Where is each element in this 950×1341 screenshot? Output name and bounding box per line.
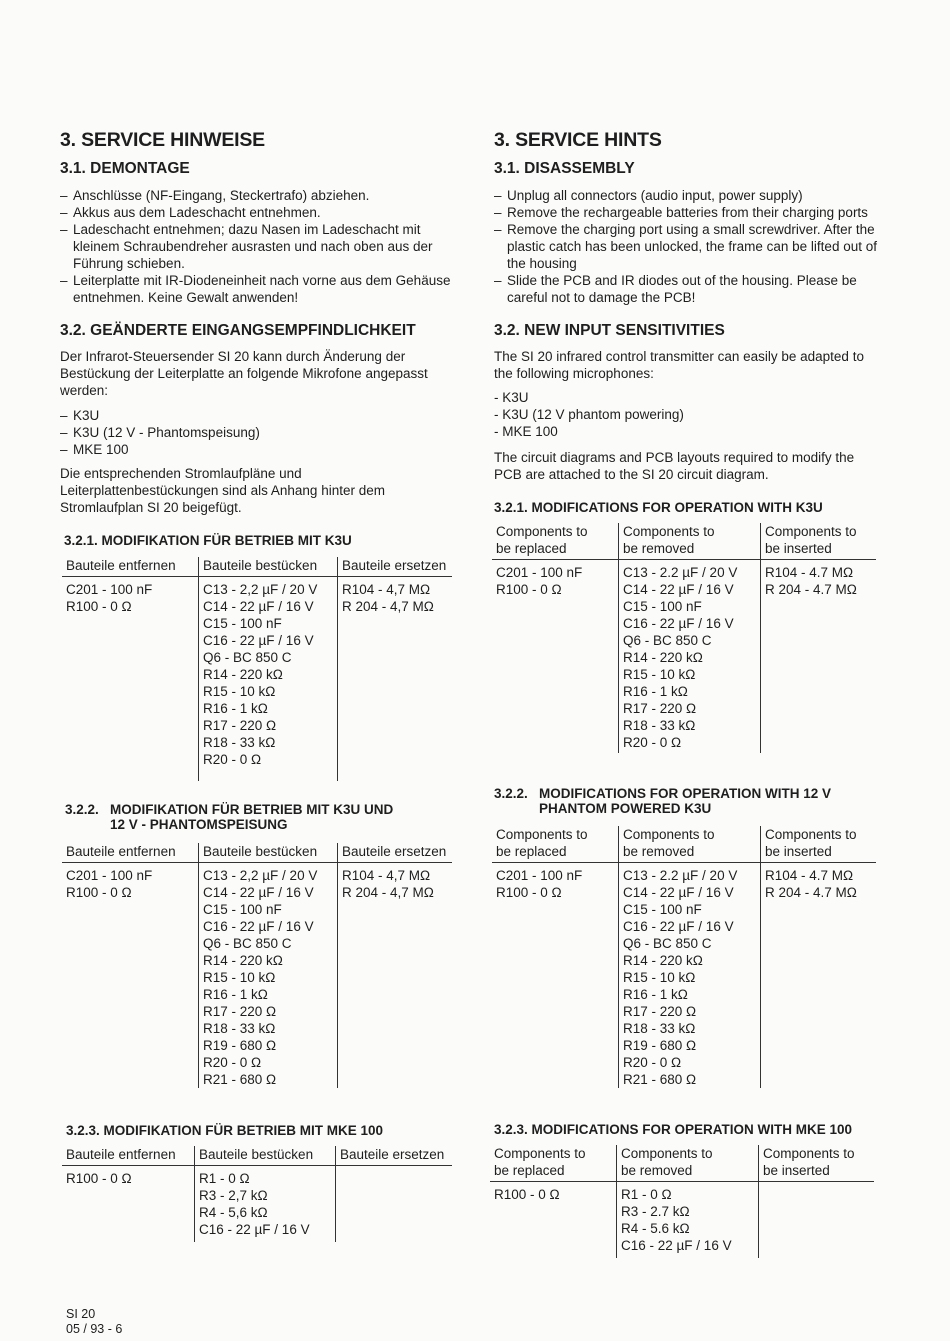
column-header — [761, 523, 877, 560]
column-header-text: Components to be inserted — [765, 827, 857, 859]
list-item: – Anschlüsse (NF-Eingang, Steckertrafo) abziehen. — [60, 187, 460, 204]
table-cell: R15 - 10 kΩ — [203, 970, 276, 985]
table-cell: C16 - 22 µF / 16 V — [623, 616, 734, 631]
table-cell: R21 - 680 Ω — [623, 1072, 697, 1087]
table-cell: C16 - 22 µF / 16 V — [203, 919, 314, 934]
empty-cell — [759, 1182, 875, 1259]
table-cell: R16 - 1 kΩ — [203, 701, 268, 716]
column-header-text: Components to be replaced — [496, 524, 588, 556]
table-cell: C15 - 100 nF — [623, 599, 702, 614]
table-cell: R18 - 33 kΩ — [623, 718, 696, 733]
list-item: - MKE 100 — [494, 424, 558, 439]
table-cell: C13 - 2,2 µF / 20 V — [203, 582, 318, 597]
table-cell: R100 - 0 Ω — [66, 599, 132, 614]
list-item: – Unplug all connectors (audio input, power supply) — [494, 187, 882, 204]
column-header: Bauteile entfernen — [62, 1146, 195, 1166]
table-cell: R18 - 33 kΩ — [203, 1021, 276, 1036]
column-header — [490, 1145, 617, 1182]
empty-cell — [336, 1166, 453, 1243]
section-title: 3. SERVICE HINWEISE — [60, 129, 265, 151]
column-header-text: Components to be replaced — [496, 827, 588, 859]
subsection-heading: 3.1. DISASSEMBLY — [494, 160, 635, 177]
column-header — [619, 523, 761, 560]
table-cell: C15 - 100 nF — [623, 902, 702, 917]
table-cell: R 204 - 4,7 MΩ — [342, 599, 434, 614]
table-cell: R1 - 0 Ω — [621, 1187, 672, 1202]
table-cell: R100 - 0 Ω — [66, 885, 132, 900]
subsection-heading: 3.2. NEW INPUT SENSITIVITIES — [494, 322, 725, 339]
table-cell: R104 - 4,7 MΩ — [342, 582, 431, 597]
paragraph: The circuit diagrams and PCB layouts required to modify the PCB are attached to the SI 20 circuit diagram. — [494, 450, 855, 482]
table-cell: R17 - 220 Ω — [203, 718, 277, 733]
table-row — [62, 577, 452, 782]
column-header: Bauteile bestücken — [199, 843, 338, 863]
table-cell: R1 - 0 Ω — [199, 1171, 250, 1186]
column-header: Bauteile bestücken — [195, 1146, 336, 1166]
subsection-heading: 3.2. GEÄNDERTE EINGANGSEMPFINDLICHKEIT — [60, 322, 416, 339]
table-cell: R20 - 0 Ω — [623, 1055, 682, 1070]
disassembly-list — [60, 187, 460, 306]
list-item: – Remove the rechargeable batteries from their charging ports — [494, 204, 882, 221]
table-cell: R 204 - 4.7 MΩ — [765, 582, 857, 597]
table-cell: C14 - 22 µF / 16 V — [203, 599, 314, 614]
table-cell: R3 - 2,7 kΩ — [199, 1188, 268, 1203]
column-header: Bauteile entfernen — [62, 843, 199, 863]
table-cell: R4 - 5,6 kΩ — [199, 1205, 268, 1220]
table-cell: R18 - 33 kΩ — [203, 735, 276, 750]
list-item: – Akkus aus dem Ladeschacht entnehmen. — [60, 204, 460, 221]
table-heading — [494, 786, 882, 816]
microphone-list — [494, 389, 882, 440]
footer — [66, 1307, 122, 1337]
heading-line: PHANTOM POWERED K3U — [539, 801, 712, 816]
column-header — [492, 826, 619, 863]
subsection-heading: 3.1. DEMONTAGE — [60, 160, 190, 177]
paragraph: Die entsprechenden Stromlaufpläne und Leiterplattenbestückungen sind als Anhang hinter dem Stromlaufplan SI 20 beigefügt. — [60, 466, 385, 515]
list-item: – Slide the PCB and IR diodes out of the housing. Please be careful not to damage the PCB! — [494, 272, 882, 306]
table-cell: C201 - 100 nF — [66, 582, 153, 597]
heading-line: MODIFIKATION FÜR BETRIEB MIT K3U UND — [110, 802, 394, 817]
column-header: Bauteile entfernen — [62, 557, 199, 577]
table-cell: R4 - 5.6 kΩ — [621, 1221, 690, 1236]
table-cell: C16 - 22 µF / 16 V — [621, 1238, 732, 1253]
paragraph: The SI 20 infrared control transmitter can easily be adapted to the following microphones: — [494, 349, 864, 381]
table-row — [492, 863, 876, 1089]
table-cell: C13 - 2.2 µF / 20 V — [623, 868, 738, 883]
column-header: Bauteile ersetzen — [338, 557, 453, 577]
heading-number: 3.2.2. — [65, 802, 99, 817]
table-heading: 3.2.1. MODIFIKATION FÜR BETRIEB MIT K3U — [64, 533, 352, 548]
paragraph: Der Infrarot-Steuersender SI 20 kann durch Änderung der Bestückung der Leiterplatte an folgende Mikrofone angepasst werden: — [60, 349, 428, 398]
modification-table — [492, 826, 876, 1088]
table-cell: C15 - 100 nF — [203, 616, 282, 631]
table-cell: R 204 - 4.7 MΩ — [765, 885, 857, 900]
table-cell: R16 - 1 kΩ — [203, 987, 268, 1002]
table-row — [492, 560, 876, 754]
table-cell: R104 - 4.7 MΩ — [765, 565, 854, 580]
list-item: – MKE 100 — [60, 441, 460, 458]
column-header-text: Components to be inserted — [765, 524, 857, 556]
table-cell: R15 - 10 kΩ — [623, 667, 696, 682]
column-header: Bauteile bestücken — [199, 557, 338, 577]
table-cell: C16 - 22 µF / 16 V — [203, 633, 314, 648]
table-cell: R21 - 680 Ω — [203, 1072, 277, 1087]
list-item: – Remove the charging port using a small screwdriver. After the plastic catch has been unlocked, the frame can be lifted out of the housing — [494, 221, 882, 272]
column-header: Bauteile ersetzen — [338, 843, 453, 863]
table-cell: C14 - 22 µF / 16 V — [623, 885, 734, 900]
modification-table — [62, 843, 452, 1088]
table-cell: R14 - 220 kΩ — [203, 953, 283, 968]
table-cell: C14 - 22 µF / 16 V — [203, 885, 314, 900]
table-cell: R104 - 4.7 MΩ — [765, 868, 854, 883]
heading-number: 3.2.2. — [494, 786, 528, 801]
table-cell: R15 - 10 kΩ — [203, 684, 276, 699]
column-header — [759, 1145, 875, 1182]
list-item: – K3U (12 V - Phantomspeisung) — [60, 424, 460, 441]
table-cell: R15 - 10 kΩ — [623, 970, 696, 985]
table-cell: R14 - 220 kΩ — [203, 667, 283, 682]
table-cell: R20 - 0 Ω — [203, 1055, 262, 1070]
column-header — [761, 826, 877, 863]
table-cell: C15 - 100 nF — [203, 902, 282, 917]
microphone-list — [60, 407, 460, 458]
column-header-text: Components to be removed — [621, 1146, 713, 1178]
column-header: Bauteile ersetzen — [336, 1146, 453, 1166]
list-item: - K3U (12 V phantom powering) — [494, 407, 684, 422]
table-cell: C16 - 22 µF / 16 V — [623, 919, 734, 934]
table-cell: R14 - 220 kΩ — [623, 650, 703, 665]
table-cell: R16 - 1 kΩ — [623, 987, 688, 1002]
table-row — [62, 1166, 452, 1243]
table-heading: 3.2.3. MODIFICATIONS FOR OPERATION WITH MKE 100 — [494, 1122, 853, 1137]
table-row — [62, 863, 452, 1089]
table-cell: C201 - 100 nF — [66, 868, 153, 883]
column-header-text: Components to be inserted — [763, 1146, 855, 1178]
list-item: – Leiterplatte mit IR-Diodeneinheit nach vorne aus dem Gehäuse entnehmen. Keine Gewalt anwenden! — [60, 272, 460, 306]
disassembly-list — [494, 187, 882, 306]
column-header-text: Components to be removed — [623, 827, 715, 859]
column-header — [617, 1145, 759, 1182]
column-header-text: Components to be replaced — [494, 1146, 586, 1178]
table-cell: R100 - 0 Ω — [66, 1171, 132, 1186]
table-cell: R104 - 4,7 MΩ — [342, 868, 431, 883]
table-cell: Q6 - BC 850 C — [623, 936, 712, 951]
column-header-text: Components to be removed — [623, 524, 715, 556]
heading-line: MODIFICATIONS FOR OPERATION WITH 12 V — [539, 786, 832, 801]
column-header — [492, 523, 619, 560]
modification-table — [62, 1146, 452, 1242]
table-cell: R18 - 33 kΩ — [623, 1021, 696, 1036]
table-heading: 3.2.3. MODIFIKATION FÜR BETRIEB MIT MKE 100 — [66, 1123, 384, 1138]
table-cell: R3 - 2.7 kΩ — [621, 1204, 690, 1219]
footer-model: SI 20 — [66, 1307, 96, 1321]
table-cell: R100 - 0 Ω — [494, 1187, 560, 1202]
table-cell: R19 - 680 Ω — [203, 1038, 277, 1053]
table-cell: R20 - 0 Ω — [623, 735, 682, 750]
footer-code: 05 / 93 - 6 — [66, 1322, 123, 1336]
table-cell: R100 - 0 Ω — [496, 885, 562, 900]
list-item: – K3U — [60, 407, 460, 424]
table-cell: R17 - 220 Ω — [623, 1004, 697, 1019]
column-header — [619, 826, 761, 863]
list-item: – Ladeschacht entnehmen; dazu Nasen im Ladeschacht mit kleinem Schraubendreher ausrasten und nach oben aus der Führung schieben. — [60, 221, 460, 272]
modification-table — [62, 557, 452, 781]
table-cell: Q6 - BC 850 C — [623, 633, 712, 648]
table-cell: R 204 - 4,7 MΩ — [342, 885, 434, 900]
table-heading: 3.2.1. MODIFICATIONS FOR OPERATION WITH K3U — [494, 500, 823, 515]
table-cell: Q6 - BC 850 C — [203, 936, 292, 951]
heading-line: 12 V - PHANTOMSPEISUNG — [110, 817, 288, 832]
table-cell: R17 - 220 Ω — [203, 1004, 277, 1019]
modification-table — [490, 1145, 874, 1258]
section-title: 3. SERVICE HINTS — [494, 129, 662, 151]
modification-table — [492, 523, 876, 753]
table-cell: R16 - 1 kΩ — [623, 684, 688, 699]
table-cell: C16 - 22 µF / 16 V — [199, 1222, 310, 1237]
table-cell: C14 - 22 µF / 16 V — [623, 582, 734, 597]
list-item: - K3U — [494, 390, 529, 405]
table-cell: C13 - 2,2 µF / 20 V — [203, 868, 318, 883]
table-row — [490, 1182, 874, 1259]
table-heading — [65, 802, 460, 832]
table-cell: C201 - 100 nF — [496, 868, 583, 883]
table-cell: R17 - 220 Ω — [623, 701, 697, 716]
table-cell: C13 - 2.2 µF / 20 V — [623, 565, 738, 580]
table-cell: R20 - 0 Ω — [203, 752, 262, 767]
table-cell: R100 - 0 Ω — [496, 582, 562, 597]
table-cell: C201 - 100 nF — [496, 565, 583, 580]
table-cell: Q6 - BC 850 C — [203, 650, 292, 665]
table-cell: R19 - 680 Ω — [623, 1038, 697, 1053]
table-cell: R14 - 220 kΩ — [623, 953, 703, 968]
